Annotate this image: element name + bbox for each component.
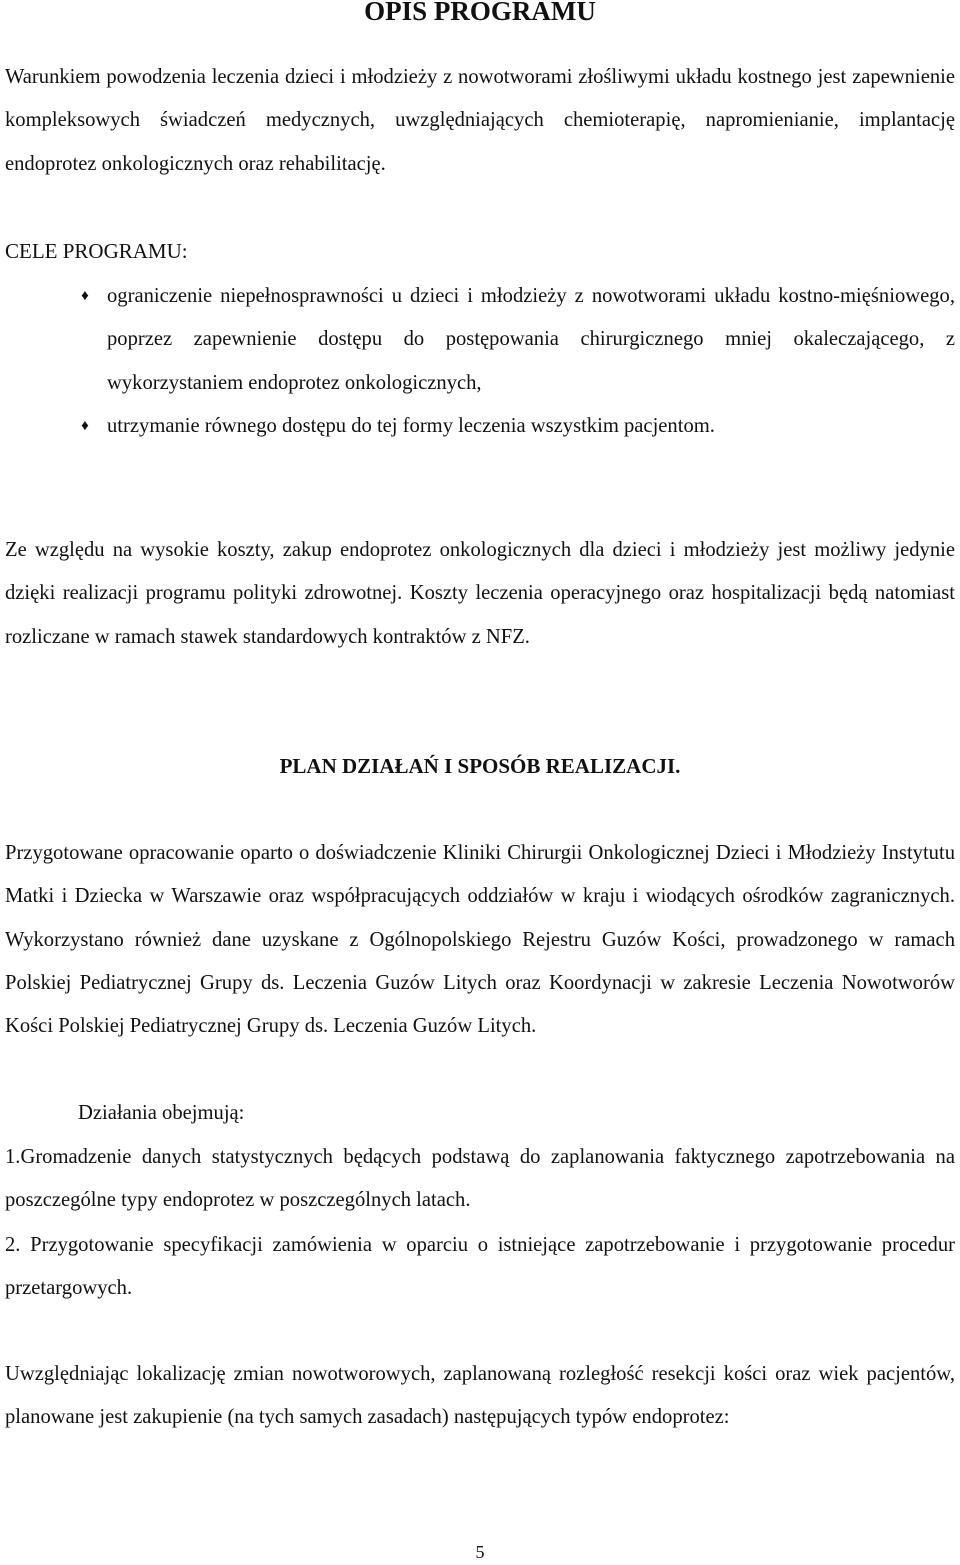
list-item	[0, 405, 955, 448]
diamond-bullet-icon: ♦	[81, 417, 89, 434]
intro-paragraph: Warunkiem powodzenia leczenia dzieci i młodzieży z nowotworami złośliwymi układu kostnego jest zapewnienie kompleksowych świadczeń medycznych, uwzględniających chemioterapię, napromienianie, implantację endoprotez onkologicznych oraz rehabilitację.	[5, 66, 955, 175]
list-item	[0, 275, 955, 405]
action-item-2: 2. Przygotowanie specyfikacji zamówienia w oparciu o istniejące zapotrzebowanie i przygotowanie procedur przetargowych.	[5, 1234, 955, 1300]
cost-paragraph: Ze względu na wysokie koszty, zakup endoprotez onkologicznych dla dzieci i młodzieży jest możliwy jedynie dzięki realizacji programu polityki zdrowotnej. Koszty leczenia operacyjnego oraz hospitalizacji będą natomiast rozliczane w ramach stawek standardowych kontraktów z NFZ.	[5, 539, 955, 648]
goal-text: ograniczenie niepełnosprawności u dzieci i młodzieży z nowotworami układu kostno-mięśniowego, poprzez zapewnienie dostępu do postępowania chirurgicznego mniej okaleczającego, z wykorzystaniem endoprotez onkologicznych,	[107, 285, 955, 394]
diamond-bullet-icon: ♦	[81, 288, 89, 304]
goals-heading: CELE PROGRAMU:	[5, 239, 188, 263]
actions-label: Działania obejmują:	[78, 1102, 245, 1124]
page-title: OPIS PROGRAMU	[364, 0, 596, 26]
goals-list	[0, 275, 955, 448]
plan-heading: PLAN DZIAŁAŃ I SPOSÓB REALIZACJI.	[279, 754, 681, 778]
action-item-1: 1.Gromadzenie danych statystycznych będących podstawą do zaplanowania faktycznego zapotrzebowania na poszczególne typy endoprotez w poszczególnych latach.	[5, 1146, 955, 1212]
closing-paragraph: Uwzględniając lokalizację zmian nowotworowych, zaplanowaną rozległość resekcji kości oraz wiek pacjentów, planowane jest zakupienie (na tych samych zasadach) następujących typów endoprotez:	[5, 1363, 955, 1429]
page-number: 5	[475, 1542, 485, 1562]
goal-text: utrzymanie równego dostępu do tej formy leczenia wszystkim pacjentom.	[107, 414, 715, 437]
plan-paragraph: Przygotowane opracowanie oparto o doświadczenie Kliniki Chirurgii Onkologicznej Dzieci i Młodzieży Instytutu Matki i Dziecka w Warszawie oraz współpracujących oddziałów w kraju i wiodących ośrodków zagranicznych. Wykorzystano również dane uzyskane z Ogólnopolskiego Rejestru Guzów Kości, prowadzonego w ramach Polskiej Pediatrycznej Grupy ds. Leczenia Guzów Litych oraz Koordynacji w zakresie Leczenia Nowotworów Kości Polskiej Pediatrycznej Grupy ds. Leczenia Guzów Litych.	[5, 842, 955, 1038]
